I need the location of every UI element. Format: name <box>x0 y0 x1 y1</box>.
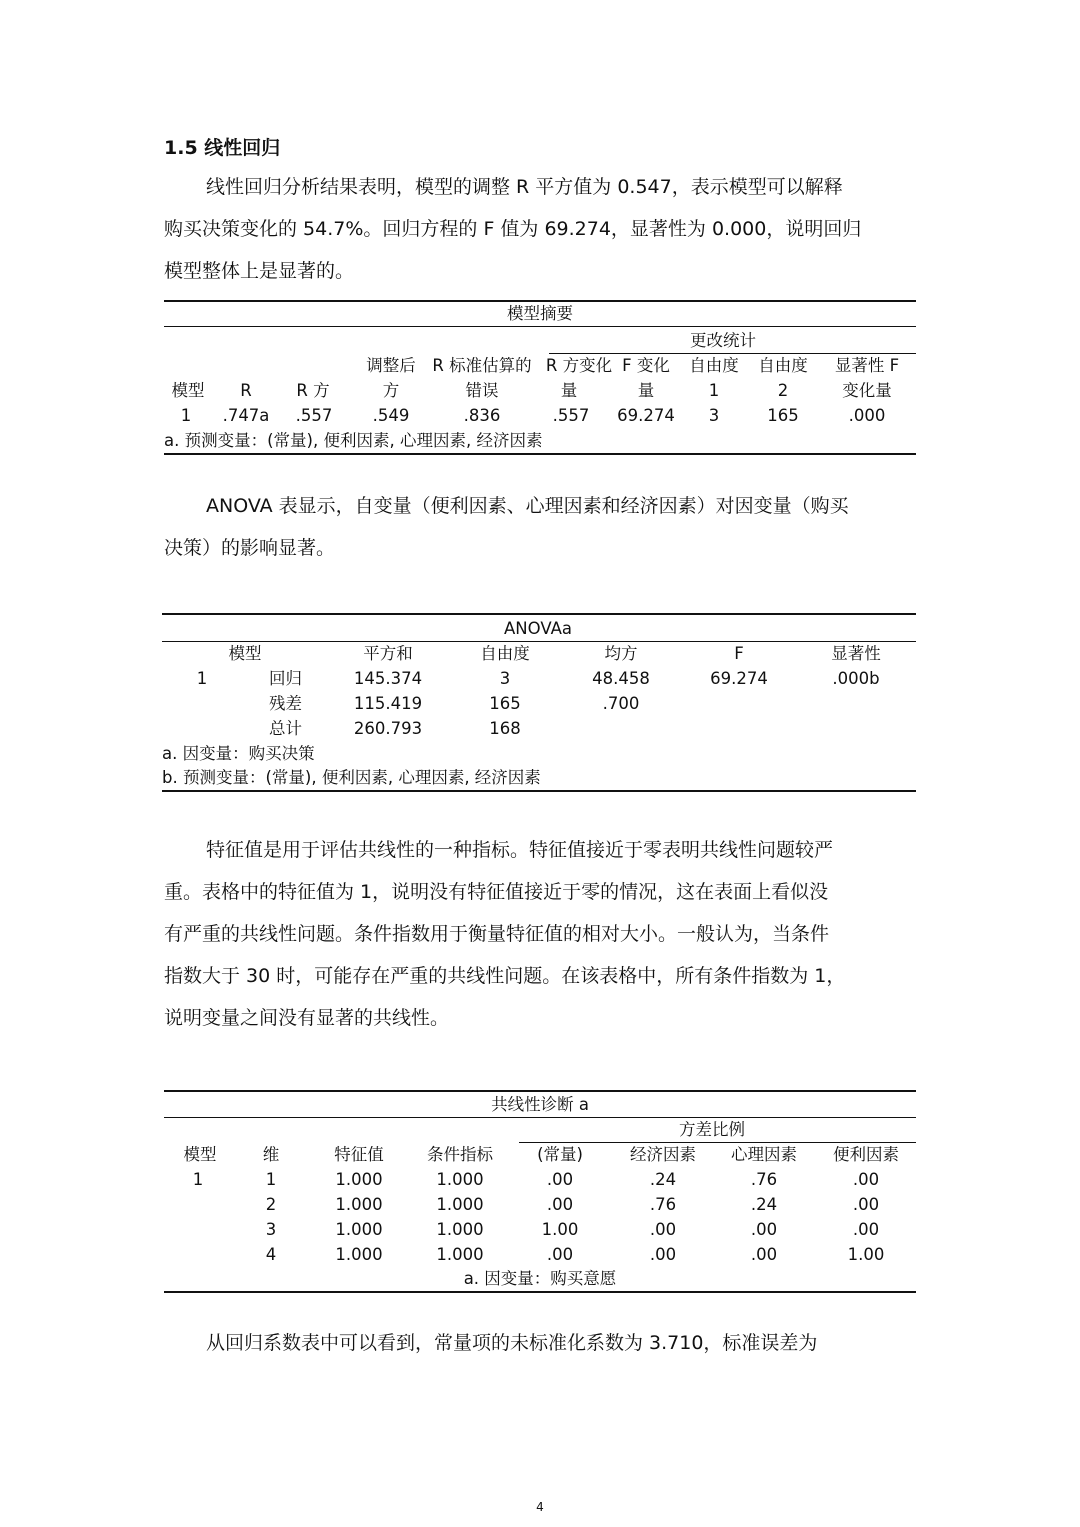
cell-f: 69.274 <box>710 669 768 688</box>
cell-ss: 115.419 <box>353 694 423 713</box>
cell-sig: .000b <box>832 669 880 688</box>
table-title: ANOVAa <box>504 619 572 638</box>
cell-constant: .00 <box>546 1170 574 1189</box>
cell-dimension: 1 <box>265 1170 277 1189</box>
header-adj-r-sq-2: 方 <box>382 381 400 400</box>
cell-convenience: .00 <box>852 1195 880 1214</box>
cell-model: 1 <box>196 669 208 688</box>
table-footnote: a. 预测变量：(常量), 便利因素, 心理因素, 经济因素 <box>164 431 543 450</box>
table-title: 共线性诊断 a <box>491 1095 589 1114</box>
cell-ss: 260.793 <box>353 719 423 738</box>
cell-dimension: 4 <box>265 1245 277 1264</box>
header-sig: 显著性 <box>831 644 881 663</box>
table-footnote: a. 因变量：购买意愿 <box>463 1269 617 1288</box>
cell-ms: .700 <box>602 694 640 713</box>
header-df1-2: 1 <box>708 381 720 400</box>
header-adj-r-sq: 调整后 <box>366 356 416 375</box>
paragraph-line: 线性回归分析结果表明，模型的调整 R 平方值为 0.547，表示模型可以解释 <box>206 176 843 198</box>
section-heading: 1.5 线性回归 <box>164 137 281 159</box>
cell-model: 1 <box>180 406 192 425</box>
header-model: 模型 <box>183 1145 217 1164</box>
row-label: 残差 <box>269 694 302 713</box>
cell-condition-index: 1.000 <box>436 1220 484 1239</box>
row-label: 总计 <box>269 719 302 738</box>
table-rule <box>164 1090 916 1092</box>
header-sig-f: 显著性 F <box>834 356 900 375</box>
cell-std-error: .836 <box>463 406 501 425</box>
table-rule <box>164 1291 916 1293</box>
table-rule <box>162 613 916 615</box>
cell-psychological: .76 <box>750 1170 778 1189</box>
cell-r-sq-change: .557 <box>552 406 590 425</box>
header-f: F <box>734 644 744 663</box>
cell-economic: .76 <box>649 1195 677 1214</box>
header-economic: 经济因素 <box>630 1145 696 1164</box>
header-std-error-2: 错误 <box>465 381 499 400</box>
cell-ms: 48.458 <box>592 669 650 688</box>
cell-df2: 165 <box>767 406 799 425</box>
cell-dimension: 3 <box>265 1220 277 1239</box>
header-std-error: R 标准估算的 <box>432 356 532 375</box>
cell-sig-f: .000 <box>848 406 886 425</box>
group-rule <box>519 1142 916 1143</box>
header-convenience: 便利因素 <box>833 1145 899 1164</box>
cell-constant: .00 <box>546 1245 574 1264</box>
cell-convenience: 1.00 <box>847 1245 885 1264</box>
cell-eigenvalue: 1.000 <box>335 1245 383 1264</box>
paragraph-line: 模型整体上是显著的。 <box>164 260 355 282</box>
cell-f-change: 69.274 <box>617 406 675 425</box>
paragraph-line: ANOVA 表显示，自变量（便利因素、心理因素和经济因素）对因变量（购买 <box>206 495 849 517</box>
paragraph-coefficients <box>164 1322 916 1364</box>
header-sig-f-2: 变化量 <box>842 381 892 400</box>
cell-psychological: .00 <box>750 1245 778 1264</box>
table-rule <box>164 453 916 455</box>
model-summary-table <box>164 300 916 456</box>
cell-convenience: .00 <box>852 1220 880 1239</box>
paragraph-regression-summary <box>164 166 916 292</box>
header-df2-2: 2 <box>777 381 789 400</box>
cell-ss: 145.374 <box>353 669 423 688</box>
cell-economic: .00 <box>649 1220 677 1239</box>
cell-df1: 3 <box>708 406 720 425</box>
table-footnote-a: a. 因变量：购买决策 <box>162 744 315 763</box>
table-rule <box>162 641 916 642</box>
group-header: 方差比例 <box>679 1120 745 1139</box>
row-label: 回归 <box>269 669 302 688</box>
cell-df: 165 <box>489 694 521 713</box>
paragraph-line: 重。表格中的特征值为 1，说明没有特征值接近于零的情况，这在表面上看似没 <box>164 881 829 903</box>
cell-economic: .24 <box>649 1170 677 1189</box>
header-r: R <box>240 381 252 400</box>
header-r-sq: R 方 <box>296 381 330 400</box>
cell-condition-index: 1.000 <box>436 1170 484 1189</box>
anova-table <box>162 613 916 793</box>
paragraph-line: 从回归系数表中可以看到，常量项的未标准化系数为 3.710，标准误差为 <box>206 1332 818 1354</box>
header-df2: 自由度 <box>758 356 808 375</box>
header-f-change: F 变化 <box>622 356 670 375</box>
cell-dimension: 2 <box>265 1195 277 1214</box>
header-constant: (常量) <box>537 1145 583 1164</box>
cell-psychological: .00 <box>750 1220 778 1239</box>
cell-condition-index: 1.000 <box>436 1195 484 1214</box>
header-psychological: 心理因素 <box>731 1145 797 1164</box>
cell-df: 168 <box>489 719 521 738</box>
paragraph-anova-intro <box>164 485 916 569</box>
cell-adj-r-sq: .549 <box>372 406 410 425</box>
paragraph-line: 说明变量之间没有显著的共线性。 <box>164 1007 450 1029</box>
cell-eigenvalue: 1.000 <box>335 1195 383 1214</box>
header-df: 自由度 <box>480 644 530 663</box>
header-df1: 自由度 <box>689 356 739 375</box>
group-header: 更改统计 <box>690 331 756 350</box>
table-rule <box>164 1117 916 1118</box>
paragraph-line: 购买决策变化的 54.7%。回归方程的 F 值为 69.274，显著性为 0.000，说明回归 <box>164 218 862 240</box>
paragraph-line: 特征值是用于评估共线性的一种指标。特征值接近于零表明共线性问题较严 <box>206 839 834 861</box>
table-rule <box>162 790 916 792</box>
cell-convenience: .00 <box>852 1170 880 1189</box>
header-model: 模型 <box>171 381 205 400</box>
header-r-sq-change-2: 量 <box>560 381 578 400</box>
cell-condition-index: 1.000 <box>436 1245 484 1264</box>
header-f-change-2: 量 <box>637 381 655 400</box>
paragraph-line: 指数大于 30 时，可能存在严重的共线性问题。在该表格中，所有条件指数为 1， <box>164 965 846 987</box>
cell-constant: .00 <box>546 1195 574 1214</box>
table-footnote-b: b. 预测变量：(常量), 便利因素, 心理因素, 经济因素 <box>162 768 541 787</box>
cell-eigenvalue: 1.000 <box>335 1170 383 1189</box>
table-title: 模型摘要 <box>507 304 573 323</box>
table-rule <box>164 300 916 302</box>
paragraph-line: 决策）的影响显著。 <box>164 537 336 559</box>
cell-r: .747a <box>222 406 270 425</box>
paragraph-collinearity <box>164 829 916 1039</box>
header-eigenvalue: 特征值 <box>334 1145 384 1164</box>
header-mean-square: 均方 <box>604 644 638 663</box>
cell-economic: .00 <box>649 1245 677 1264</box>
header-r-sq-change: R 方变化 <box>545 356 613 375</box>
cell-df: 3 <box>499 669 511 688</box>
header-sum-of-squares: 平方和 <box>363 644 413 663</box>
header-model: 模型 <box>228 644 262 663</box>
cell-constant: 1.00 <box>541 1220 579 1239</box>
cell-psychological: .24 <box>750 1195 778 1214</box>
collinearity-table <box>164 1090 916 1294</box>
cell-eigenvalue: 1.000 <box>335 1220 383 1239</box>
page-number: 4 <box>536 1500 544 1514</box>
table-rule <box>164 326 916 327</box>
group-rule <box>549 353 916 354</box>
paragraph-line: 有严重的共线性问题。条件指数用于衡量特征值的相对大小。一般认为，当条件 <box>164 923 830 945</box>
cell-r-sq: .557 <box>295 406 333 425</box>
cell-model: 1 <box>192 1170 204 1189</box>
header-dimension: 维 <box>262 1145 280 1164</box>
header-condition-index: 条件指标 <box>427 1145 493 1164</box>
